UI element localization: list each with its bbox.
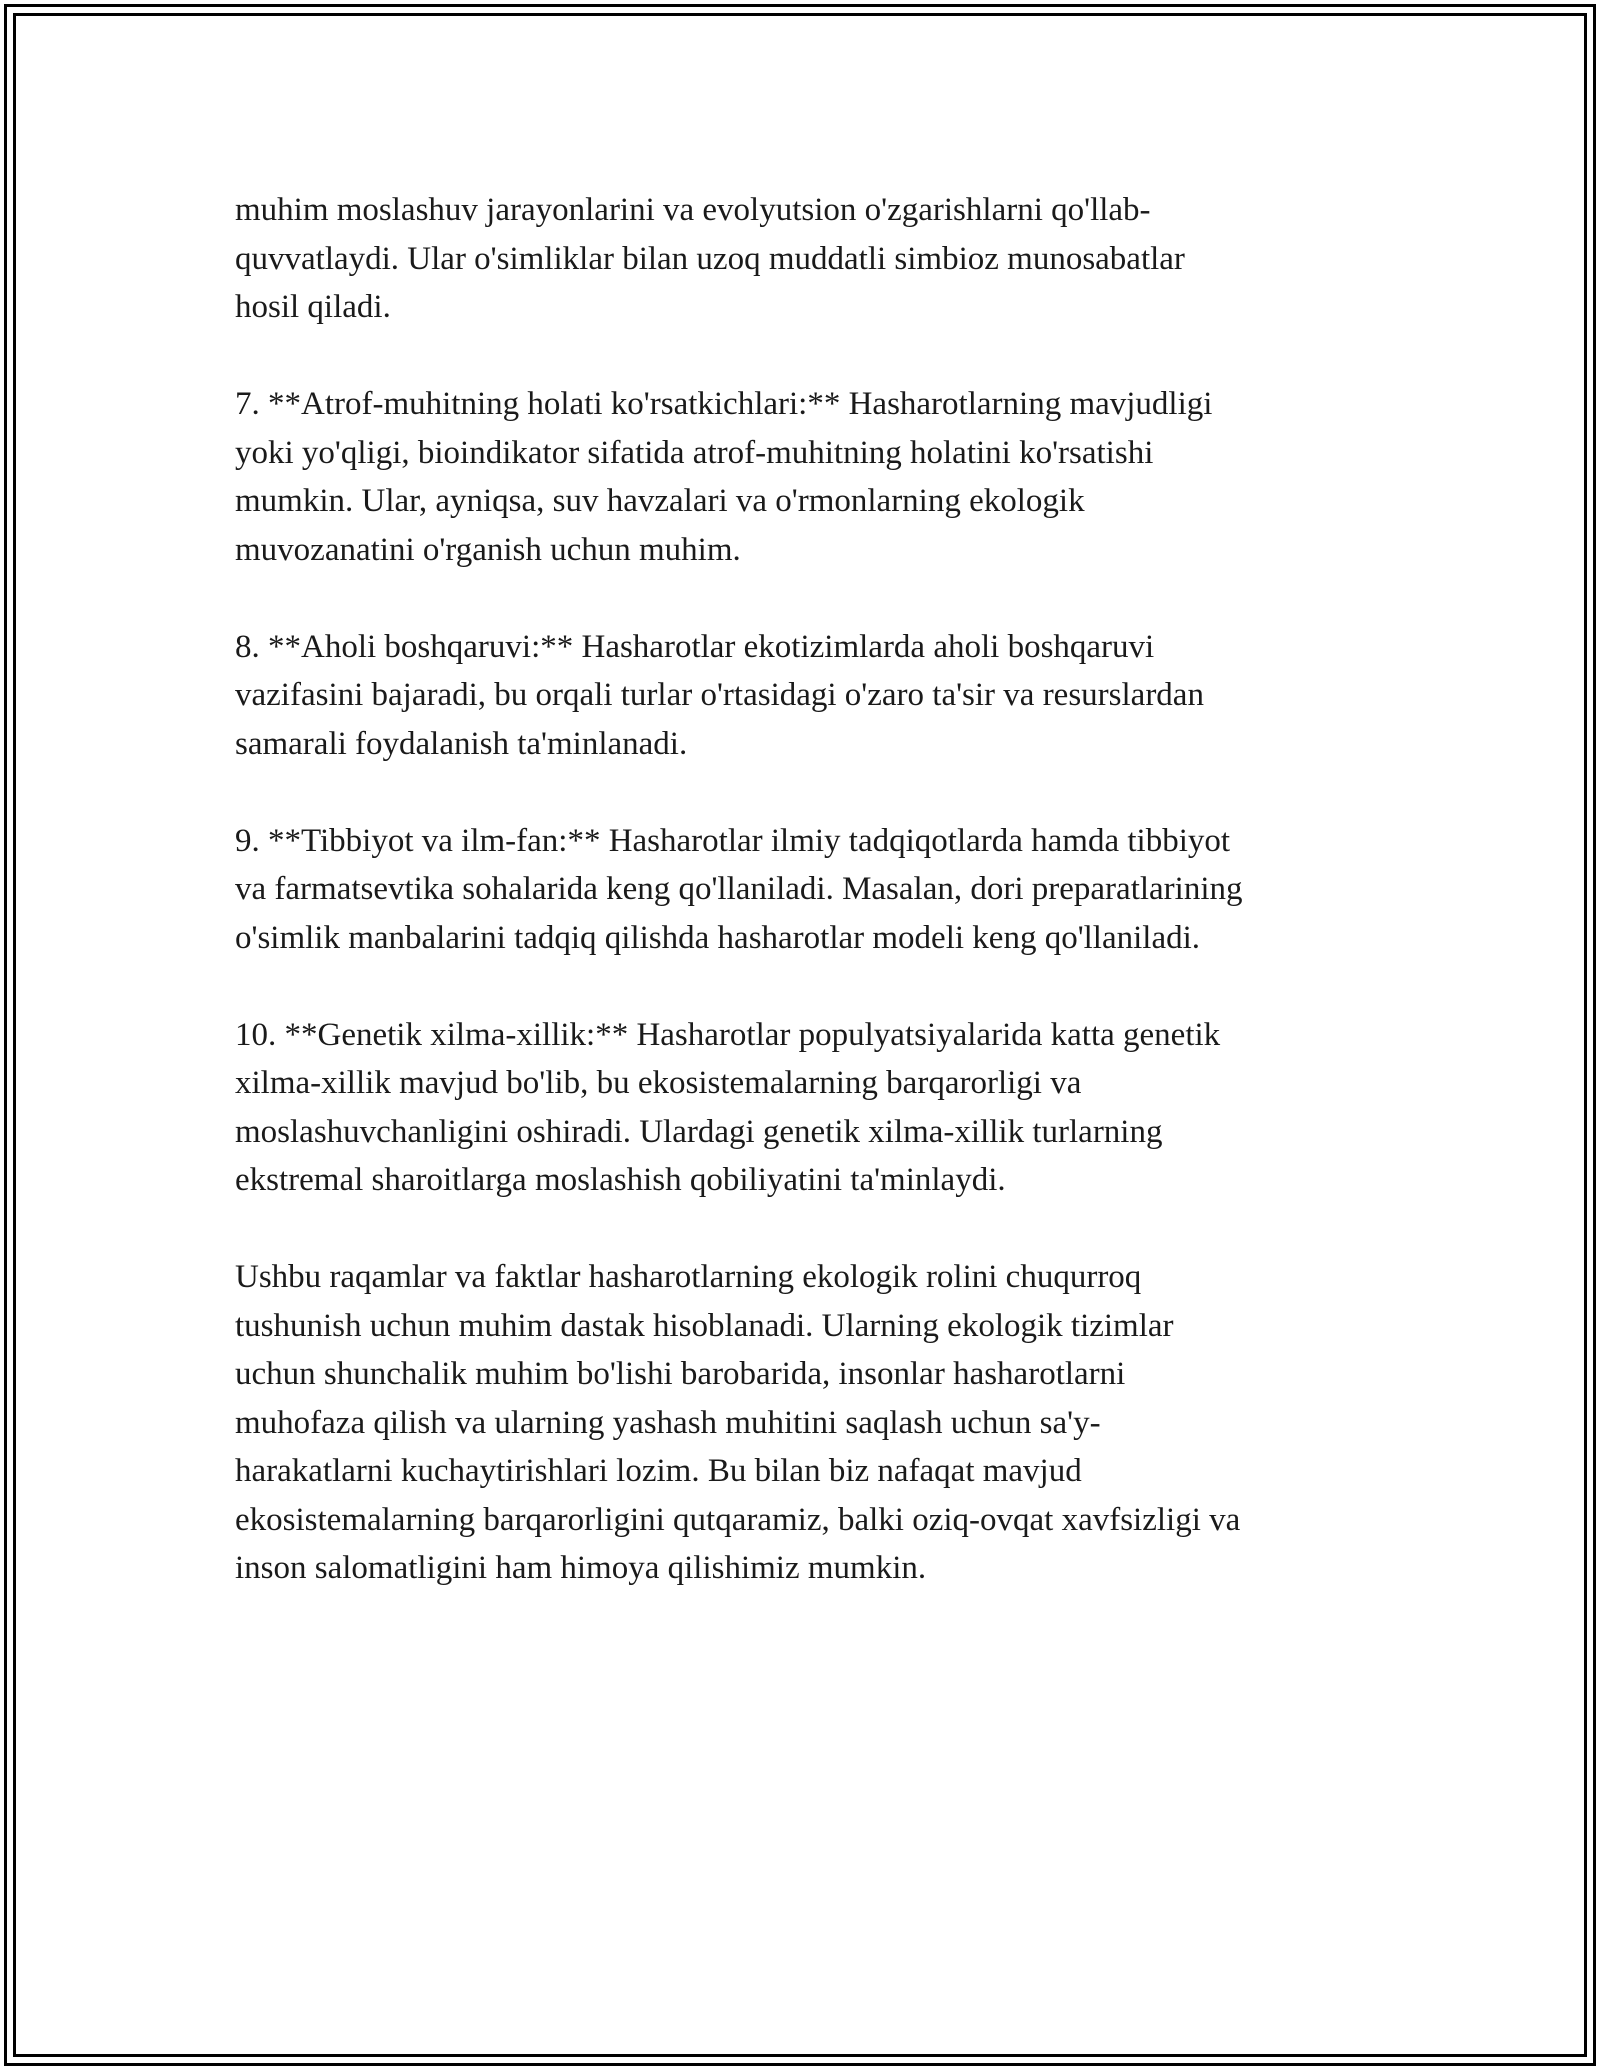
- paragraph-item-10: 10. **Genetik xilma-xillik:** Hasharotlar populyatsiyalarida katta genetik xilma-xillik mavjud bo'lib, bu ekosistemalarning barqarorligi va moslashuvchanligini oshiradi. Ulardagi genetik xilma-xillik turlarning ekstremal sharoitlarga moslashish qobiliyatini ta'minlaydi.: [235, 1016, 1221, 1198]
- paragraph-item-8: 8. **Aholi boshqaruvi:** Hasharotlar ekotizimlarda aholi boshqaruvi vazifasini bajaradi, bu orqali turlar o'rtasidagi o'zaro ta'sir va resurslardan samarali foydalanish ta'minlanadi.: [235, 628, 1204, 762]
- paragraph-conclusion: Ushbu raqamlar va faktlar hasharotlarning ekologik rolini chuqurroq tushunish uchun muhim dastak hisoblanadi. Ularning ekologik tizimlar uchun shunchalik muhim bo'lishi barobarida, insonlar hasharotlarni muhofaza qilish va ularning yashash muhitini saqlash uchun sa'y- harakatlarni kuchaytirishlari lozim. Bu bilan biz nafaqat mavjud ekosistemalarning barqarorligini qutqaramiz, balki oziq-ovqat xavfsizligi va inson salomatligini ham himoya qilishimiz mumkin.: [235, 1259, 1241, 1586]
- paragraph-item-9: 9. **Tibbiyot va ilm-fan:** Hasharotlar ilmiy tadqiqotlarda hamda tibbiyot va farmatsevtika sohalarida keng qo'llaniladi. Masalan, dori preparatlarining o'simlik manbalarini tadqiq qilishda hasharotlar modeli keng qo'llaniladi.: [235, 822, 1243, 956]
- paragraph-intro-continuation: muhim moslashuv jarayonlarini va evolyutsion o'zgarishlarni qo'llab- quvvatlaydi. Ular o'simliklar bilan uzoq muddatli simbioz munosabatlar hosil qiladi.: [235, 192, 1185, 325]
- paragraph-item-7: 7. **Atrof-muhitning holati ko'rsatkichlari:** Hasharotlarning mavjudligi yoki yo'qligi, bioindikator sifatida atrof-muhitning holatini ko'rsatishi mumkin. Ular, ayniqsa, suv havzalari va o'rmonlarning ekologik muvozanatini o'rganish uchun muhim.: [235, 386, 1213, 568]
- document-body: [235, 186, 1375, 1593]
